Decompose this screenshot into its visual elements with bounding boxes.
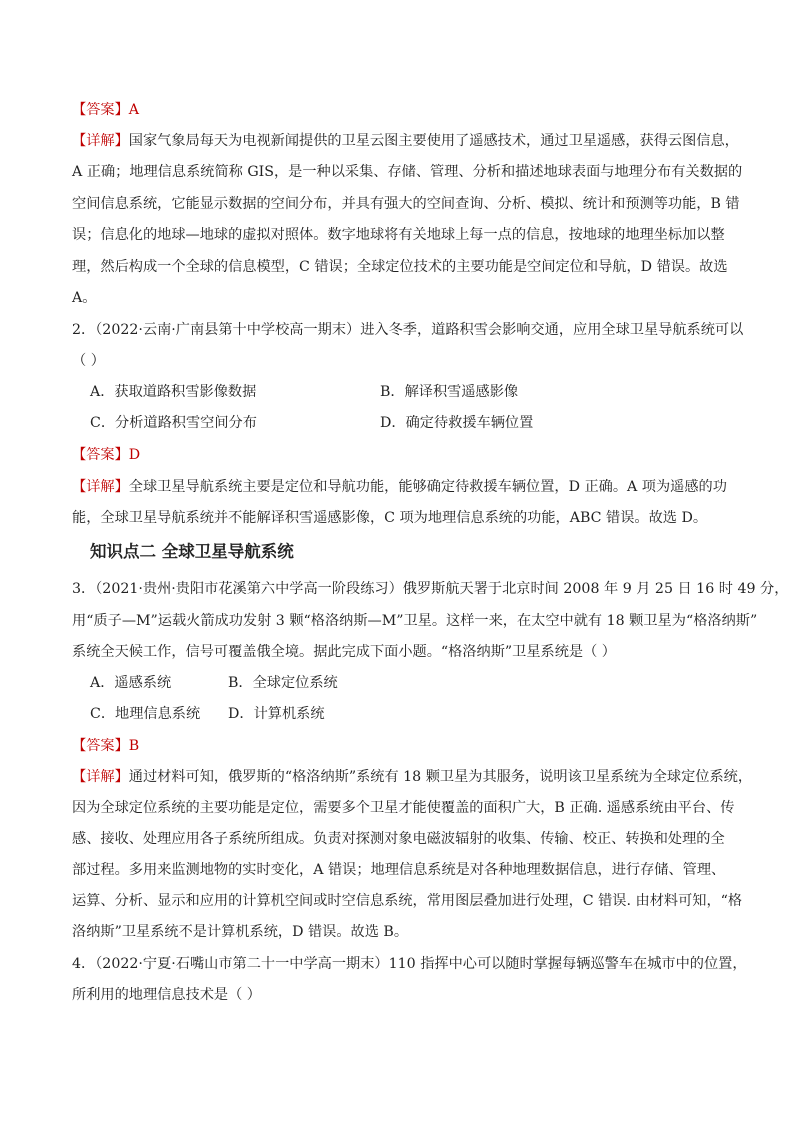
option-b: B．全球定位系统 <box>228 675 338 691</box>
detail-line <box>72 131 739 151</box>
answer-tag: 【答案】 <box>72 447 129 463</box>
detail-line <box>72 767 752 787</box>
detail-tag: 【详解】 <box>72 769 129 785</box>
detail-tag: 【详解】 <box>72 133 129 149</box>
answer-value: B <box>128 738 140 754</box>
option-b: B．解译积雪遥感影像 <box>380 384 519 400</box>
detail-line: A 正确；地理信息系统简称 GIS，是一种以采集、存储、管理、分析和描述地球表面与地理分布有关数据的 <box>72 164 743 180</box>
option-c: C．分析道路积雪空间分布 <box>90 415 257 431</box>
option-a: A．获取道路积雪影像数据 <box>90 384 257 400</box>
detail-line: 洛纳斯”卫星系统不是计算机系统，D 错误。故选 B。 <box>72 924 409 940</box>
answer-tag: 【答案】 <box>72 738 129 754</box>
answer-tag: 【答案】 <box>72 102 129 118</box>
detail-line: 因为全球定位系统的主要功能是定位，需要多个卫星才能使覆盖的面积广大，B 正确. 遥感系统由平台、传 <box>72 800 735 816</box>
question-4-stem: 所利用的地理信息技术是（ ） <box>72 987 261 1003</box>
detail-line: 能，全球卫星导航系统并不能解译积雪遥感影像，C 项为地理信息系统的功能，ABC 错误。故选 D。 <box>72 510 708 526</box>
detail-line: 理，然后构成一个全球的信息模型，C 错误；全球定位技术的主要功能是空间定位和导航，D 错误。故选 <box>72 259 728 275</box>
detail-line: 感、接收、处理应用各子系统所组成。负责对探测对象电磁波辐射的收集、传输、校正、转换和处理的全 <box>72 831 725 847</box>
option-a: A．遥感系统 <box>90 675 172 691</box>
detail-line: 误；信息化的地球—地球的虚拟对照体。数字地球将有关地球上每一点的信息，按地球的地理坐标加以整 <box>72 227 725 243</box>
detail-text: 国家气象局每天为电视新闻提供的卫星云图主要使用了遥感技术，通过卫星遥感，获得云图信息， <box>128 133 739 149</box>
question-3-stem: 用“质子—M”运载火箭成功发射 3 颗“格洛纳斯—M”卫星。这样一来，在太空中就有 18 颗卫星为“格洛纳斯” <box>72 613 758 629</box>
detail-text: 全球卫星导航系统主要是定位和导航功能，能够确定待救援车辆位置，D 正确。A 项为遥感的功 <box>128 479 727 495</box>
question-4-stem: 4．（2022·宁夏·石嘴山市第二十一中学高一期末）110 指挥中心可以随时掌握每辆巡警车在城市中的位置， <box>72 956 747 972</box>
answer-value: D <box>128 447 141 463</box>
answer-line-2 <box>72 445 140 465</box>
detail-tag: 【详解】 <box>72 479 129 495</box>
detail-line: 部过程。多用来监测地物的实时变化，A 错误；地理信息系统是对各种地理数据信息，进行存储、管理、 <box>72 862 726 878</box>
question-2-stem: 2．（2022·云南·广南县第十中学校高一期末）进入冬季，道路积雪会影响交通，应用全球卫星导航系统可以 <box>72 322 744 338</box>
answer-value: A <box>128 102 140 118</box>
detail-line: 运算、分析、显示和应用的计算机空间或时空信息系统，常用图层叠加进行处理，C 错误. 由材料可知，“格 <box>72 893 743 909</box>
option-d: D．确定待救援车辆位置 <box>380 415 534 431</box>
answer-line-3 <box>72 736 139 756</box>
answer-line-1 <box>72 100 139 120</box>
detail-text: 通过材料可知，俄罗斯的“格洛纳斯”系统有 18 颗卫星为其服务，说明该卫星系统为全球定位系统， <box>128 769 753 785</box>
detail-line <box>72 477 727 497</box>
option-c: C．地理信息系统 <box>90 706 201 722</box>
option-d: D．计算机系统 <box>228 706 325 722</box>
question-2-stem: （ ） <box>72 353 105 369</box>
question-3-stem: 3．（2021·贵州·贵阳市花溪第六中学高一阶段练习）俄罗斯航天署于北京时间 2008 年 9 月 25 日 16 时 49 分， <box>72 581 789 597</box>
detail-line: 空间信息系统，它能显示数据的空间分布，并具有强大的空间查询、分析、模拟、统计和预测等功能，B 错 <box>72 196 740 212</box>
detail-line: A。 <box>72 290 97 306</box>
question-3-stem: 系统全天候工作，信号可覆盖俄全境。据此完成下面小题。“格洛纳斯”卫星系统是（ ） <box>72 644 616 660</box>
section-heading: 知识点二 全球卫星导航系统 <box>90 542 294 561</box>
